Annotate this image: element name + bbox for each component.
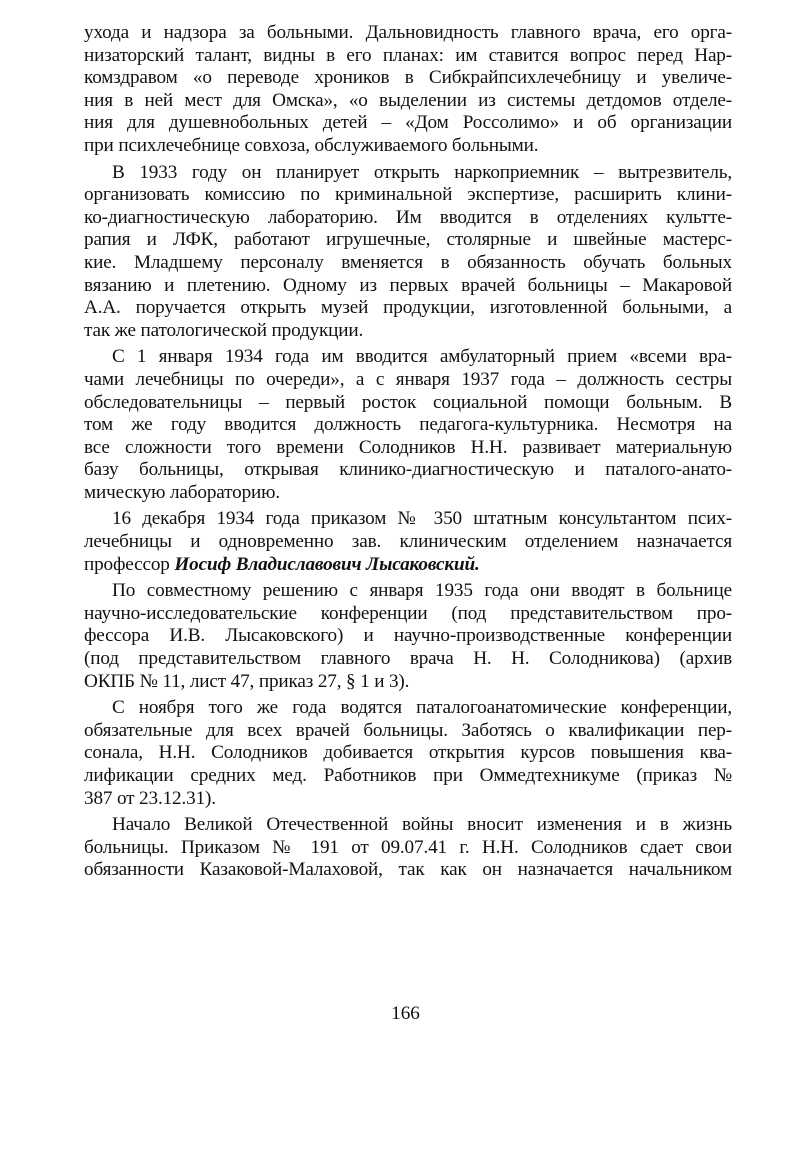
paragraph bbox=[84, 22, 732, 158]
text-line: лечебницы и одновременно зав. клиническим отделением назначается bbox=[84, 531, 732, 553]
text-line: Начало Великой Отечественной войны вносит изменения и в жизнь bbox=[112, 814, 732, 836]
page-number: 166 bbox=[391, 1003, 420, 1024]
text-line: ния для душевнобольных детей – «Дом Россолимо» и об организации bbox=[84, 112, 732, 134]
text-line: ухода и надзора за больными. Дальновидность главного врача, его орга- bbox=[84, 22, 732, 43]
text-line: при психлечебнице совхоза, обслуживаемого больными. bbox=[84, 134, 539, 156]
text-line: ко-диагностическую лабораторию. Им вводится в отделениях культте- bbox=[84, 206, 732, 228]
text-line: рапия и ЛФК, работают игрушечные, столярные и швейные мастерс- bbox=[84, 229, 732, 251]
text-line: (под представительством главного врача Н. Н. Солодникова) (архив bbox=[84, 648, 732, 670]
paragraph bbox=[84, 508, 732, 576]
text-line: С 1 января 1934 года им вводится амбулаторный прием «всеми вра- bbox=[112, 346, 732, 368]
text-line: чами лечебницы по очереди», а с января 1937 года – должность сестры bbox=[84, 368, 732, 390]
text-line: комздравом «о переводе хроников в Сибкрайпсихлечебницу и увеличе- bbox=[84, 67, 732, 89]
text-fragment: профессор bbox=[84, 553, 175, 575]
text-line: А.А. поручается открыть музей продукции, изготовленной больными, а bbox=[84, 297, 732, 319]
text-line: базу больницы, открывая клинико-диагностическую и паталого-анато- bbox=[84, 459, 732, 481]
page-body bbox=[84, 22, 732, 886]
text-line: низаторский талант, видны в его планах: им ставится вопрос перед Нар- bbox=[84, 44, 732, 66]
text-line: В 1933 году он планирует открыть наркоприемник – вытрезвитель, bbox=[112, 161, 732, 183]
paragraph bbox=[84, 814, 732, 882]
text-line: 387 от 23.12.31). bbox=[84, 787, 216, 809]
text-line: фессора И.В. Лысаковского) и научно-производственные конференции bbox=[84, 625, 732, 647]
text-line: все сложности того времени Солодников Н.Н. развивает материальную bbox=[84, 436, 732, 458]
text-line: мическую лабораторию. bbox=[84, 481, 280, 503]
text-line: С ноября того же года водятся паталогоанатомические конференции, bbox=[112, 697, 732, 719]
text-line: больницы. Приказом № 191 от 09.07.41 г. Н.Н. Солодников сдает свои bbox=[84, 836, 732, 858]
text-line: так же патологической продукции. bbox=[84, 319, 364, 341]
text-line: организовать комиссию по криминальной экспертизе, расширить клини- bbox=[84, 184, 732, 206]
text-line: том же году вводится должность педагога-культурника. Несмотря на bbox=[84, 414, 732, 436]
text-line: ОКПБ № 11, лист 47, приказ 27, § 1 и 3). bbox=[84, 670, 410, 692]
text-line: обязательные для всех врачей больницы. Заботясь о квалификации пер- bbox=[84, 719, 732, 741]
text-line: вязанию и плетению. Одному из первых врачей больницы – Макаровой bbox=[84, 274, 732, 296]
paragraph bbox=[84, 346, 732, 504]
text-line: ния в ней мест для Омска», «о выделении из системы детдомов отделе- bbox=[84, 89, 732, 111]
text-line: обследовательницы – первый росток социальной помощи больным. В bbox=[84, 391, 732, 413]
paragraph bbox=[84, 697, 732, 810]
text-line: лификации средних мед. Работников при Оммедтехникуме (приказ № bbox=[84, 765, 732, 786]
paragraph bbox=[84, 580, 732, 693]
text-line: По совместному решению с января 1935 года они вводят в больнице bbox=[112, 580, 732, 602]
text-line: сонала, Н.Н. Солодников добивается открытия курсов повышения ква- bbox=[84, 742, 732, 764]
text-line: научно-исследовательские конференции (под представительством про- bbox=[84, 602, 732, 624]
text-line: кие. Младшему персоналу вменяется в обязанность обучать больных bbox=[84, 251, 732, 273]
text-line bbox=[84, 554, 732, 577]
professor-name: Иосиф Владиславович Лысаковский. bbox=[174, 553, 480, 575]
text-line: обязанности Казаковой-Малаховой, так как он назначается начальником bbox=[84, 859, 732, 881]
paragraph bbox=[84, 162, 732, 343]
text-line: 16 декабря 1934 года приказом № 350 штатным консультантом псих- bbox=[112, 508, 732, 530]
